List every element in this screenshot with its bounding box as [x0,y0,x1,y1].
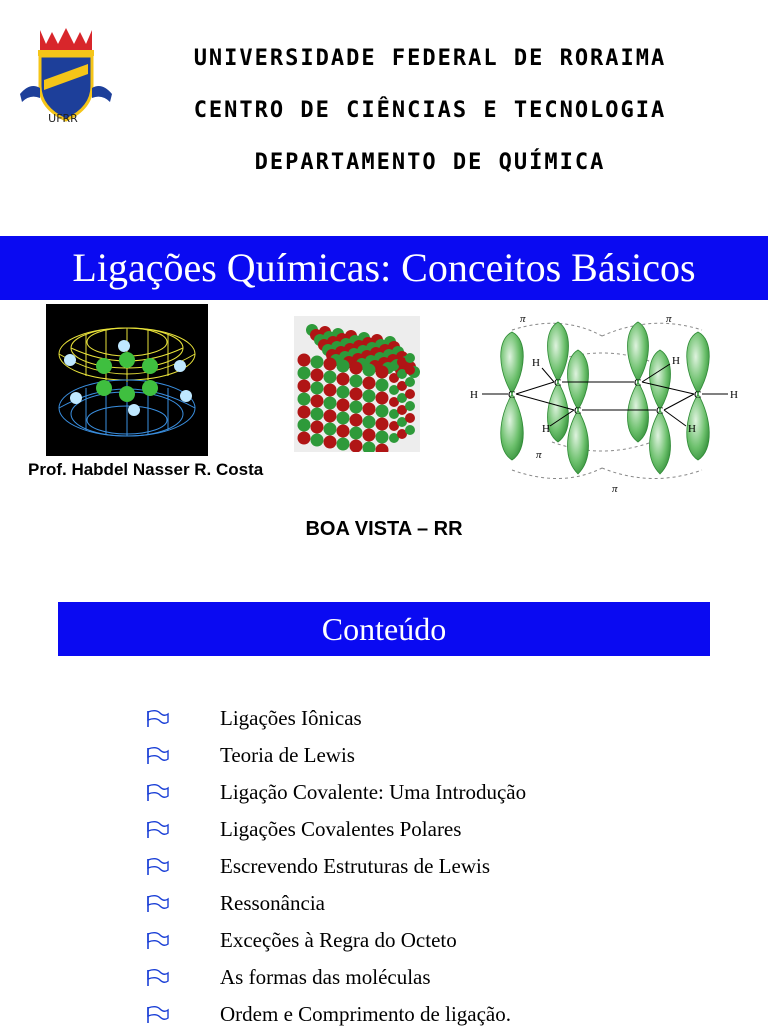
flag-bullet-icon [144,709,220,729]
list-item [144,959,744,996]
atom-label: C [634,377,642,389]
atom-label: H [532,357,540,369]
flag-bullet-icon [144,820,220,840]
ionic-crystal-image [294,316,420,452]
list-item-label: Ligações Covalentes Polares [220,817,462,841]
atom-label: C [656,405,664,417]
pi-label: π [520,313,526,325]
contents-list [144,700,744,1033]
list-item [144,848,744,885]
department-name: DEPARTAMENTO DE QUÍMICA [254,150,606,175]
list-item-label: Teoria de Lewis [220,743,355,767]
list-item-label: Ressonância [220,891,325,915]
flag-bullet-icon [144,783,220,803]
atom-label: H [688,423,696,435]
flag-bullet-icon [144,1005,220,1025]
contents-heading: Conteúdo [58,602,710,656]
flag-bullet-icon [144,894,220,914]
atom-label: C [694,389,702,401]
atom-label: H [730,389,738,401]
list-item-label: Ligações Iônicas [220,706,362,730]
atom-label: H [672,355,680,367]
list-item [144,700,744,737]
list-item-label: Ligação Covalente: Uma Introdução [220,780,527,804]
list-item [144,774,744,811]
molecular-orbital-image [46,304,208,456]
university-name: UNIVERSIDADE FEDERAL DE RORAIMA [193,46,667,71]
center-name: CENTRO DE CIÊNCIAS E TECNOLOGIA [193,98,667,123]
list-item-label: Ordem e Comprimento de ligação. [220,1002,511,1026]
list-item [144,922,744,959]
flag-bullet-icon [144,857,220,877]
pi-label: π [666,313,672,325]
slide-title: Ligações Químicas: Conceitos Básicos [0,236,768,300]
list-item [144,885,744,922]
logo-text: UFRR [48,112,78,125]
list-item-label: As formas das moléculas [220,965,431,989]
pi-label: π [612,483,618,495]
atom-label: C [554,377,562,389]
location-text: BOA VISTA – RR [305,518,463,540]
pi-orbital-diagram [462,310,744,496]
atom-label: C [508,389,516,401]
list-item [144,811,744,848]
list-item [144,996,744,1033]
flag-bullet-icon [144,746,220,766]
atom-label: C [574,405,582,417]
atom-label: H [542,423,550,435]
atom-label: H [470,389,478,401]
professor-name: Prof. Habdel Nasser R. Costa [28,460,264,479]
list-item-label: Escrevendo Estruturas de Lewis [220,854,490,878]
pi-label: π [536,449,542,461]
flag-bullet-icon [144,968,220,988]
list-item [144,737,744,774]
list-item-label: Exceções à Regra do Octeto [220,928,457,952]
flag-bullet-icon [144,931,220,951]
